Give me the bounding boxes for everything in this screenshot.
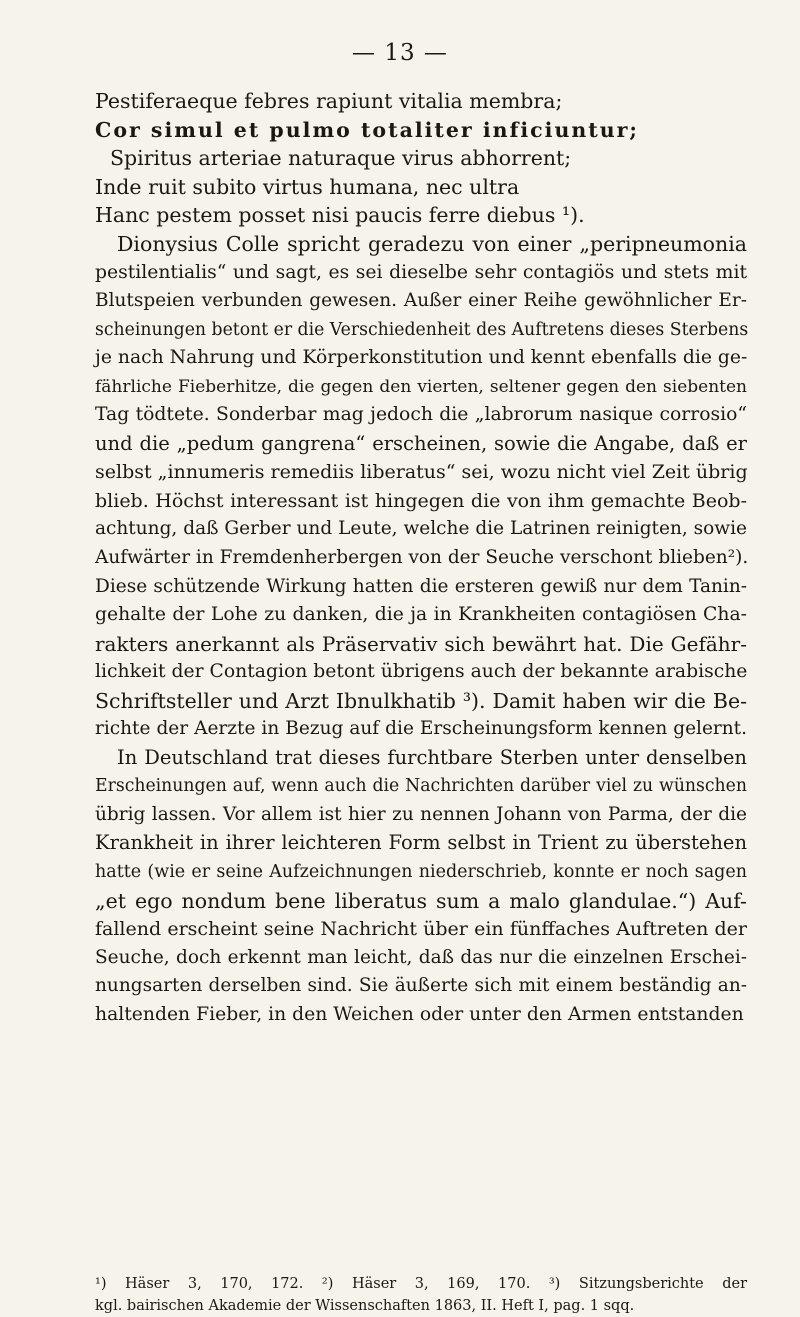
body-line: Dionysius Colle spricht geradezu von einer „peripneumonia: [117, 232, 747, 256]
body-line: Aufwärter in Fremdenherbergen von der Seuche verschont blieben²).: [95, 547, 749, 569]
body-line: haltenden Fieber, in den Weichen oder unter den Armen entstanden: [95, 1003, 744, 1025]
verse-line: Pestiferaeque febres rapiunt vitalia membra;: [95, 89, 563, 113]
page-number: — 13 —: [352, 40, 448, 66]
body-line: Tag tödtete. Sonderbar mag jedoch die „labrorum nasique corrosio“: [95, 404, 747, 426]
body-line: hatte (wie er seine Aufzeichnungen niederschrieb, konnte er noch sagen: [95, 862, 747, 883]
body-line: Blutspeien verbunden gewesen. Außer einer Reihe gewöhnlicher Er-: [95, 290, 747, 312]
footnotes: [95, 1273, 747, 1317]
body-line: achtung, daß Gerber und Leute, welche die Latrinen reinigten, sowie: [95, 518, 747, 540]
body-line: „et ego nondum bene liberatus sum a malo glandulae.“) Auf-: [95, 888, 747, 913]
body-line: In Deutschland trat dieses furchtbare Sterben unter denselben: [117, 745, 747, 769]
body-line: fallend erscheint seine Nachricht über ein fünffaches Auftreten der: [95, 918, 747, 941]
body-line: blieb. Höchst interessant ist hingegen die von ihm gemachte Beob-: [95, 489, 747, 512]
latin-verse: [95, 87, 747, 230]
verse-line: Spiritus arteriae naturaque virus abhorrent;: [110, 146, 572, 171]
verse-line: Inde ruit subito virtus humana, nec ultra: [95, 174, 520, 199]
body-line: und die „pedum gangrena“ erscheinen, sowie die Angabe, daß er: [95, 431, 747, 455]
body-line: Schriftsteller und Arzt Ibnulkhatib ³). Damit haben wir die Be-: [95, 688, 747, 713]
body-line: richte der Aerzte in Bezug auf die Erscheinungsform kennen gelernt.: [95, 718, 747, 740]
body-line: gehalte der Lohe zu danken, die ja in Krankheiten contagiösen Cha-: [95, 604, 747, 626]
body-line: rakters anerkannt als Präservativ sich bewährt hat. Die Gefähr-: [95, 631, 747, 656]
body-line: pestilentialis“ und sagt, es sei dieselbe sehr contagiös und stets mit: [95, 261, 747, 283]
body-line: übrig lassen. Vor allem ist hier zu nennen Johann von Parma, der die: [95, 803, 747, 825]
verse-line: Hanc pestem posset nisi paucis ferre diebus ¹).: [95, 203, 585, 228]
body-line: Krankheit in ihrer leichteren Form selbst in Trient zu überstehen: [95, 831, 747, 855]
body-line: nungsarten derselben sind. Sie äußerte sich mit einem beständig an-: [95, 975, 747, 997]
footnote-line: kgl. bairischen Akademie der Wissenschaften 1863, II. Heft I, pag. 1 sqq.: [95, 1298, 635, 1314]
body-line: Erscheinungen auf, wenn auch die Nachrichten darüber viel zu wünschen: [95, 776, 747, 797]
body-line: fährliche Fieberhitze, die gegen den vierten, seltener gegen den siebenten: [95, 376, 747, 397]
body-line: Seuche, doch erkennt man leicht, daß das nur die einzelnen Erschei-: [95, 946, 747, 968]
verse-line: Cor simul et pulmo totaliter inficiuntur;: [95, 117, 639, 142]
body-text: [95, 230, 747, 1029]
body-line: Diese schützende Wirkung hatten die ersteren gewiß nur dem Tanin-: [95, 575, 747, 597]
footnote-line: ¹) Häser 3, 170, 172. ²) Häser 3, 169, 170. ³) Sitzungsberichte der: [95, 1276, 747, 1292]
body-line: selbst „innumeris remediis liberatus“ sei, wozu nicht viel Zeit übrig: [95, 461, 748, 484]
body-line: lichkeit der Contagion betont übrigens auch der bekannte arabische: [95, 661, 748, 683]
body-line: scheinungen betont er die Verschiedenheit des Auftretens dieses Sterbens: [95, 319, 749, 340]
body-line: je nach Nahrung und Körperkonstitution und kennt ebenfalls die ge-: [95, 347, 748, 369]
